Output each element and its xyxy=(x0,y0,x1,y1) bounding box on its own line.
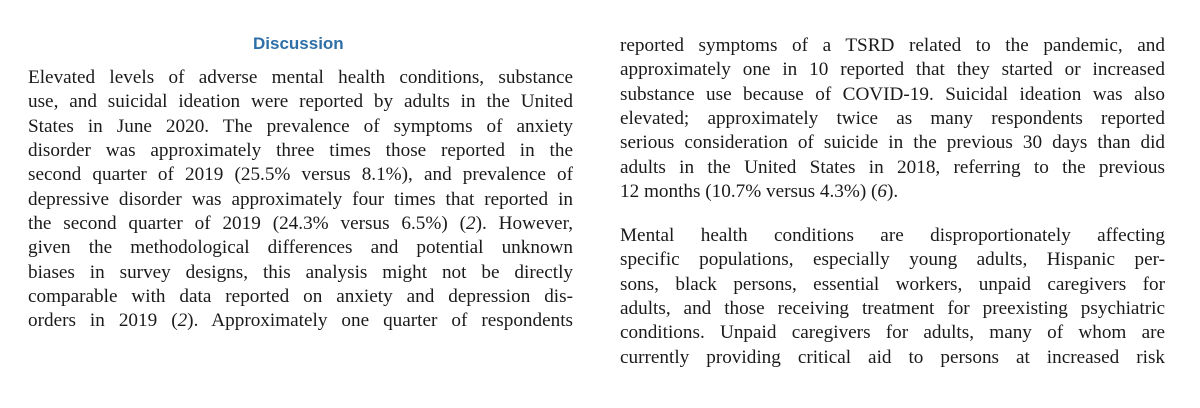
right-paragraph-2 xyxy=(620,224,1165,370)
text-line: adults in the United States in 2018, referring to the previous xyxy=(620,156,1165,178)
text-line: sons, black persons, essential workers, unpaid caregivers for xyxy=(620,273,1165,295)
text-line: the second quarter of 2019 (24.3% versus 6.5%) (2). However, xyxy=(28,213,573,235)
text-line: orders in 2019 (2). Approximately one quarter of respondents xyxy=(28,310,574,332)
text-line: adults, and those receiving treatment for preexisting psychiatric xyxy=(620,298,1165,320)
text-line: conditions. Unpaid caregivers for adults, many of whom are xyxy=(620,322,1165,344)
text-line: Elevated levels of adverse mental health conditions, substance xyxy=(28,67,573,88)
text-line: substance use because of COVID-19. Suicidal ideation was also xyxy=(620,83,1165,105)
text-line: specific populations, especially young adults, Hispanic per- xyxy=(620,249,1165,271)
text-line: approximately one in 10 reported that they started or increased xyxy=(620,59,1165,81)
text-line: Mental health conditions are disproportionately affecting xyxy=(620,225,1165,246)
text-line: given the methodological differences and potential unknown xyxy=(28,237,573,259)
text-line: 12 months (10.7% versus 4.3%) (6). xyxy=(620,181,899,203)
text-line: serious consideration of suicide in the previous 30 days than did xyxy=(620,132,1165,154)
text-line: comparable with data reported on anxiety and depression dis- xyxy=(28,286,573,308)
text-line: disorder was approximately three times those reported in the xyxy=(28,140,573,162)
text-line: elevated; approximately twice as many respondents reported xyxy=(620,108,1165,130)
text-line: currently providing critical aid to persons at increased risk xyxy=(620,346,1165,368)
text-line: second quarter of 2019 (25.5% versus 8.1%), and prevalence of xyxy=(28,164,573,186)
text-line: reported symptoms of a TSRD related to the pandemic, and xyxy=(620,35,1165,56)
right-paragraph-1 xyxy=(620,34,1165,204)
left-paragraph xyxy=(28,66,573,334)
text-line: depressive disorder was approximately four times that reported in xyxy=(28,188,573,210)
section-heading-discussion: Discussion xyxy=(253,34,344,53)
text-line: use, and suicidal ideation were reported by adults in the United xyxy=(28,91,573,113)
text-line: biases in survey designs, this analysis might not be directly xyxy=(28,261,573,283)
text-line: States in June 2020. The prevalence of symptoms of anxiety xyxy=(28,115,573,137)
